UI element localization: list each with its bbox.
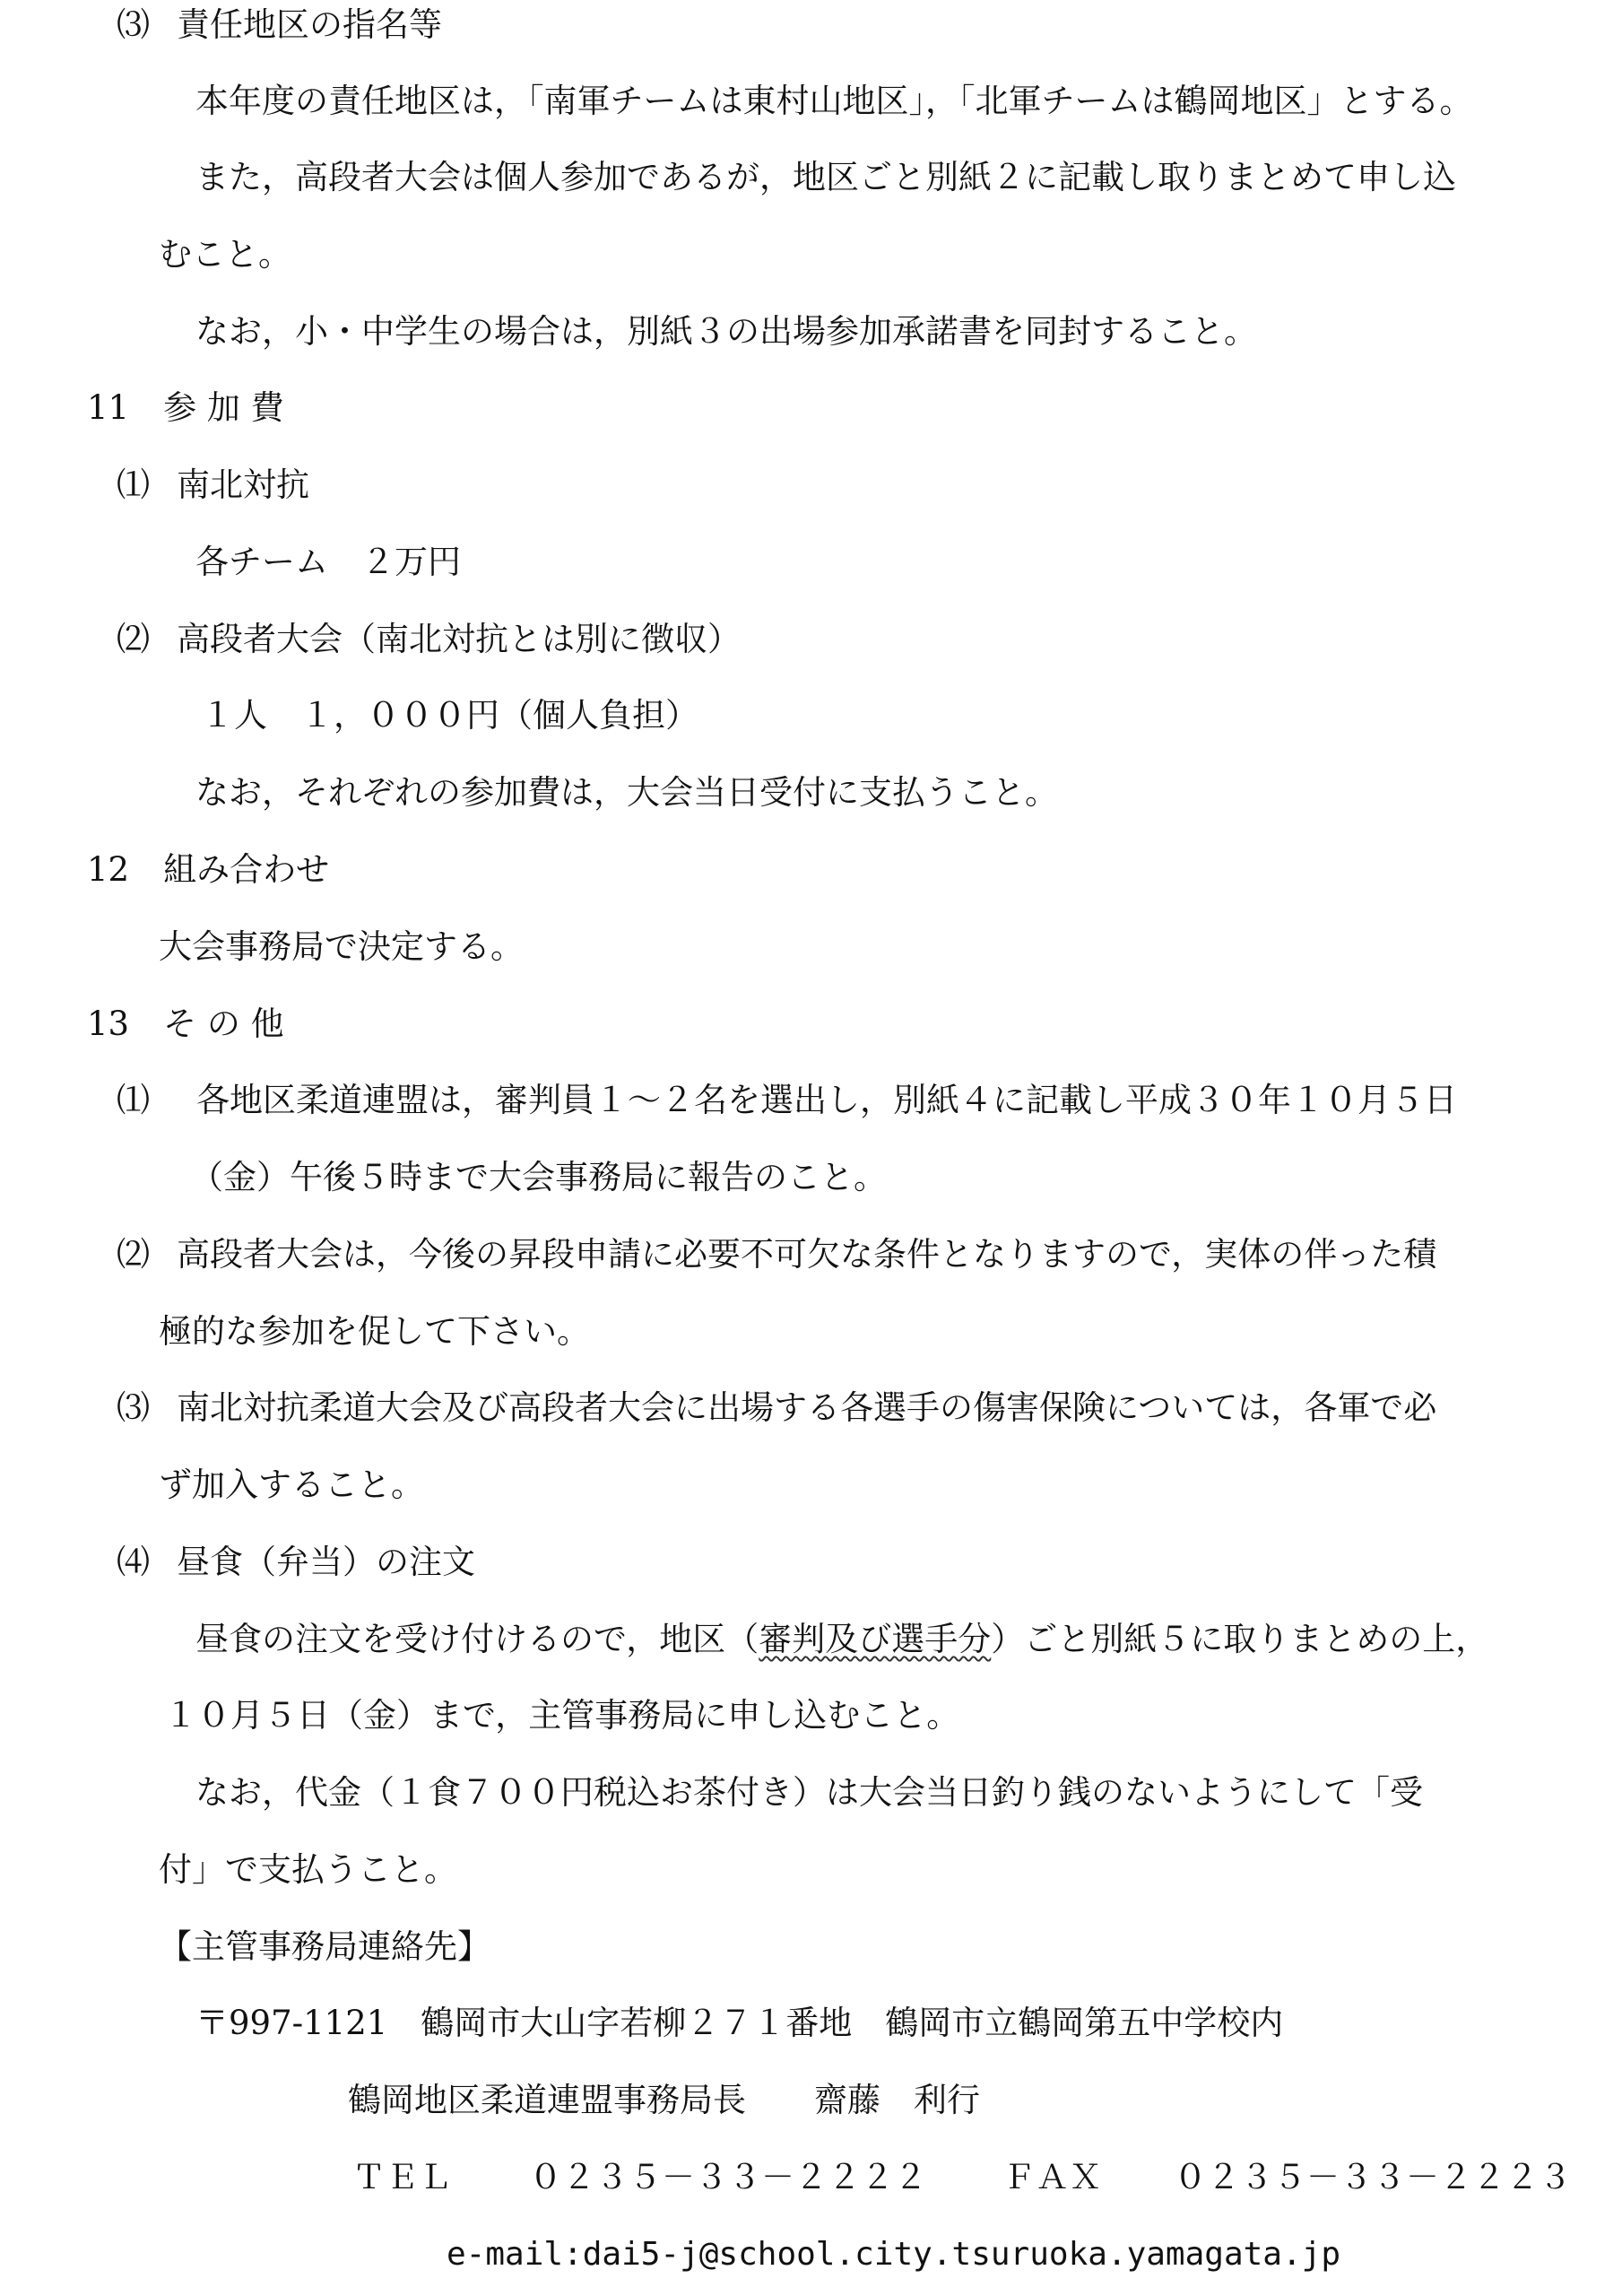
person-role: 鶴岡地区柔道連盟事務局長 <box>348 2081 746 2119</box>
fee-item-2-body: １人 １，０００円（個人負担） <box>201 696 698 735</box>
fee-item-2-heading <box>117 622 741 658</box>
item-text: 南北対抗柔道大会及び高段者大会に出場する各選手の傷害保険については，各軍で必 <box>177 1388 1437 1427</box>
other-item-1-line-1 <box>117 1083 1457 1119</box>
item-number: ⑶ <box>117 1388 150 1427</box>
tel-number: ０２３５－３３－２２２２ <box>529 2158 927 2196</box>
item-title: 高段者大会（南北対抗とは別に徴収） <box>177 620 741 658</box>
section-number: 12 <box>87 850 130 889</box>
fax-label: ＦＡＸ <box>1002 2158 1102 2196</box>
item-title: 南北対抗 <box>177 465 309 504</box>
other-item-2-line-2: 極的な参加を促して下さい。 <box>159 1312 590 1351</box>
contact-email: e-mail:dai5-j@school.city.tsuruoka.yamagata.jp <box>447 2236 1340 2273</box>
section-13-heading <box>87 1006 284 1043</box>
paragraph-consent-form: なお，小・中学生の場合は，別紙３の出場参加承諾書を同封すること。 <box>195 312 1257 351</box>
other-item-1-line-2: （金）午後５時まで大会事務局に報告のこと。 <box>190 1158 887 1196</box>
other-item-2-line-1 <box>117 1237 1436 1274</box>
contact-person <box>348 2083 980 2119</box>
item-number: ⑶ <box>117 5 150 44</box>
other-item-4-heading <box>117 1544 475 1581</box>
section-12-body: 大会事務局で決定する。 <box>159 927 524 966</box>
other-item-3-line-1 <box>117 1390 1436 1427</box>
paragraph-individual-entry-cont: むこと。 <box>159 235 291 274</box>
section-11-heading <box>87 390 284 427</box>
tel-label: ＴＥＬ <box>352 2158 452 2196</box>
lunch-order-paragraph-line-2: １０月５日（金）まで，主管事務局に申し込むこと。 <box>164 1696 960 1735</box>
paragraph-individual-entry: また，高段者大会は個人参加であるが，地区ごと別紙２に記載し取りまとめて申し込 <box>195 158 1456 196</box>
contact-address: 〒997-1121 鶴岡市大山字若柳２７１番地 鶴岡市立鶴岡第五中学校内 <box>195 2004 1284 2042</box>
fee-item-1-heading <box>117 467 309 504</box>
lunch-order-paragraph-line-1 <box>195 1622 1488 1658</box>
contact-phone-fax <box>352 2160 1572 2196</box>
section-number: 11 <box>87 388 130 427</box>
lunch-payment-line-1: なお，代金（１食７００円税込お茶付き）は大会当日釣り銭のないようにして「受 <box>195 1773 1423 1812</box>
section-title: そ の 他 <box>163 1004 284 1043</box>
item-number: ⑵ <box>117 1235 150 1274</box>
lunch-payment-line-2: 付」で支払うこと。 <box>159 1850 457 1889</box>
other-item-3-line-2: ず加入すること。 <box>159 1465 424 1504</box>
paragraph-responsible-districts: 本年度の責任地区は，「南軍チームは東村山地区」，「北軍チームは鶴岡地区」とする。 <box>195 82 1473 120</box>
section-title: 組み合わせ <box>163 850 330 889</box>
wavy-underlined-text: 審判及び選手分 <box>759 1620 992 1658</box>
section-12-heading <box>87 852 329 889</box>
section-title: 参 加 費 <box>163 388 284 427</box>
item-number: ⑴ <box>117 1081 150 1119</box>
item-text: 各地区柔道連盟は，審判員１～２名を選出し，別紙４に記載し平成３０年１０月５日 <box>196 1081 1457 1119</box>
item-number: ⑵ <box>117 620 150 658</box>
item-text: 高段者大会は，今後の昇段申請に必要不可欠な条件となりますので，実体の伴った積 <box>177 1235 1437 1274</box>
fax-number: ０２３５－３３－２２２３ <box>1174 2158 1572 2196</box>
item-number: ⑴ <box>117 465 150 504</box>
contact-heading: 【主管事務局連絡先】 <box>159 1927 490 1966</box>
item-title: 責任地区の指名等 <box>177 5 442 44</box>
fee-payment-note: なお，それぞれの参加費は，大会当日受付に支払うこと。 <box>195 773 1058 812</box>
fee-item-1-body: 各チーム ２万円 <box>195 543 461 581</box>
item-title: 昼食（弁当）の注文 <box>177 1543 475 1581</box>
item-number: ⑷ <box>117 1543 150 1581</box>
lunch-order-text: 昼食の注文を受け付けるので，地区（ <box>195 1620 759 1658</box>
person-name: 齋藤 利行 <box>814 2081 980 2119</box>
section-number: 13 <box>87 1004 130 1043</box>
section-10-3-heading <box>117 7 442 44</box>
lunch-order-text: ）ごと別紙５に取りまとめの上， <box>991 1620 1489 1658</box>
